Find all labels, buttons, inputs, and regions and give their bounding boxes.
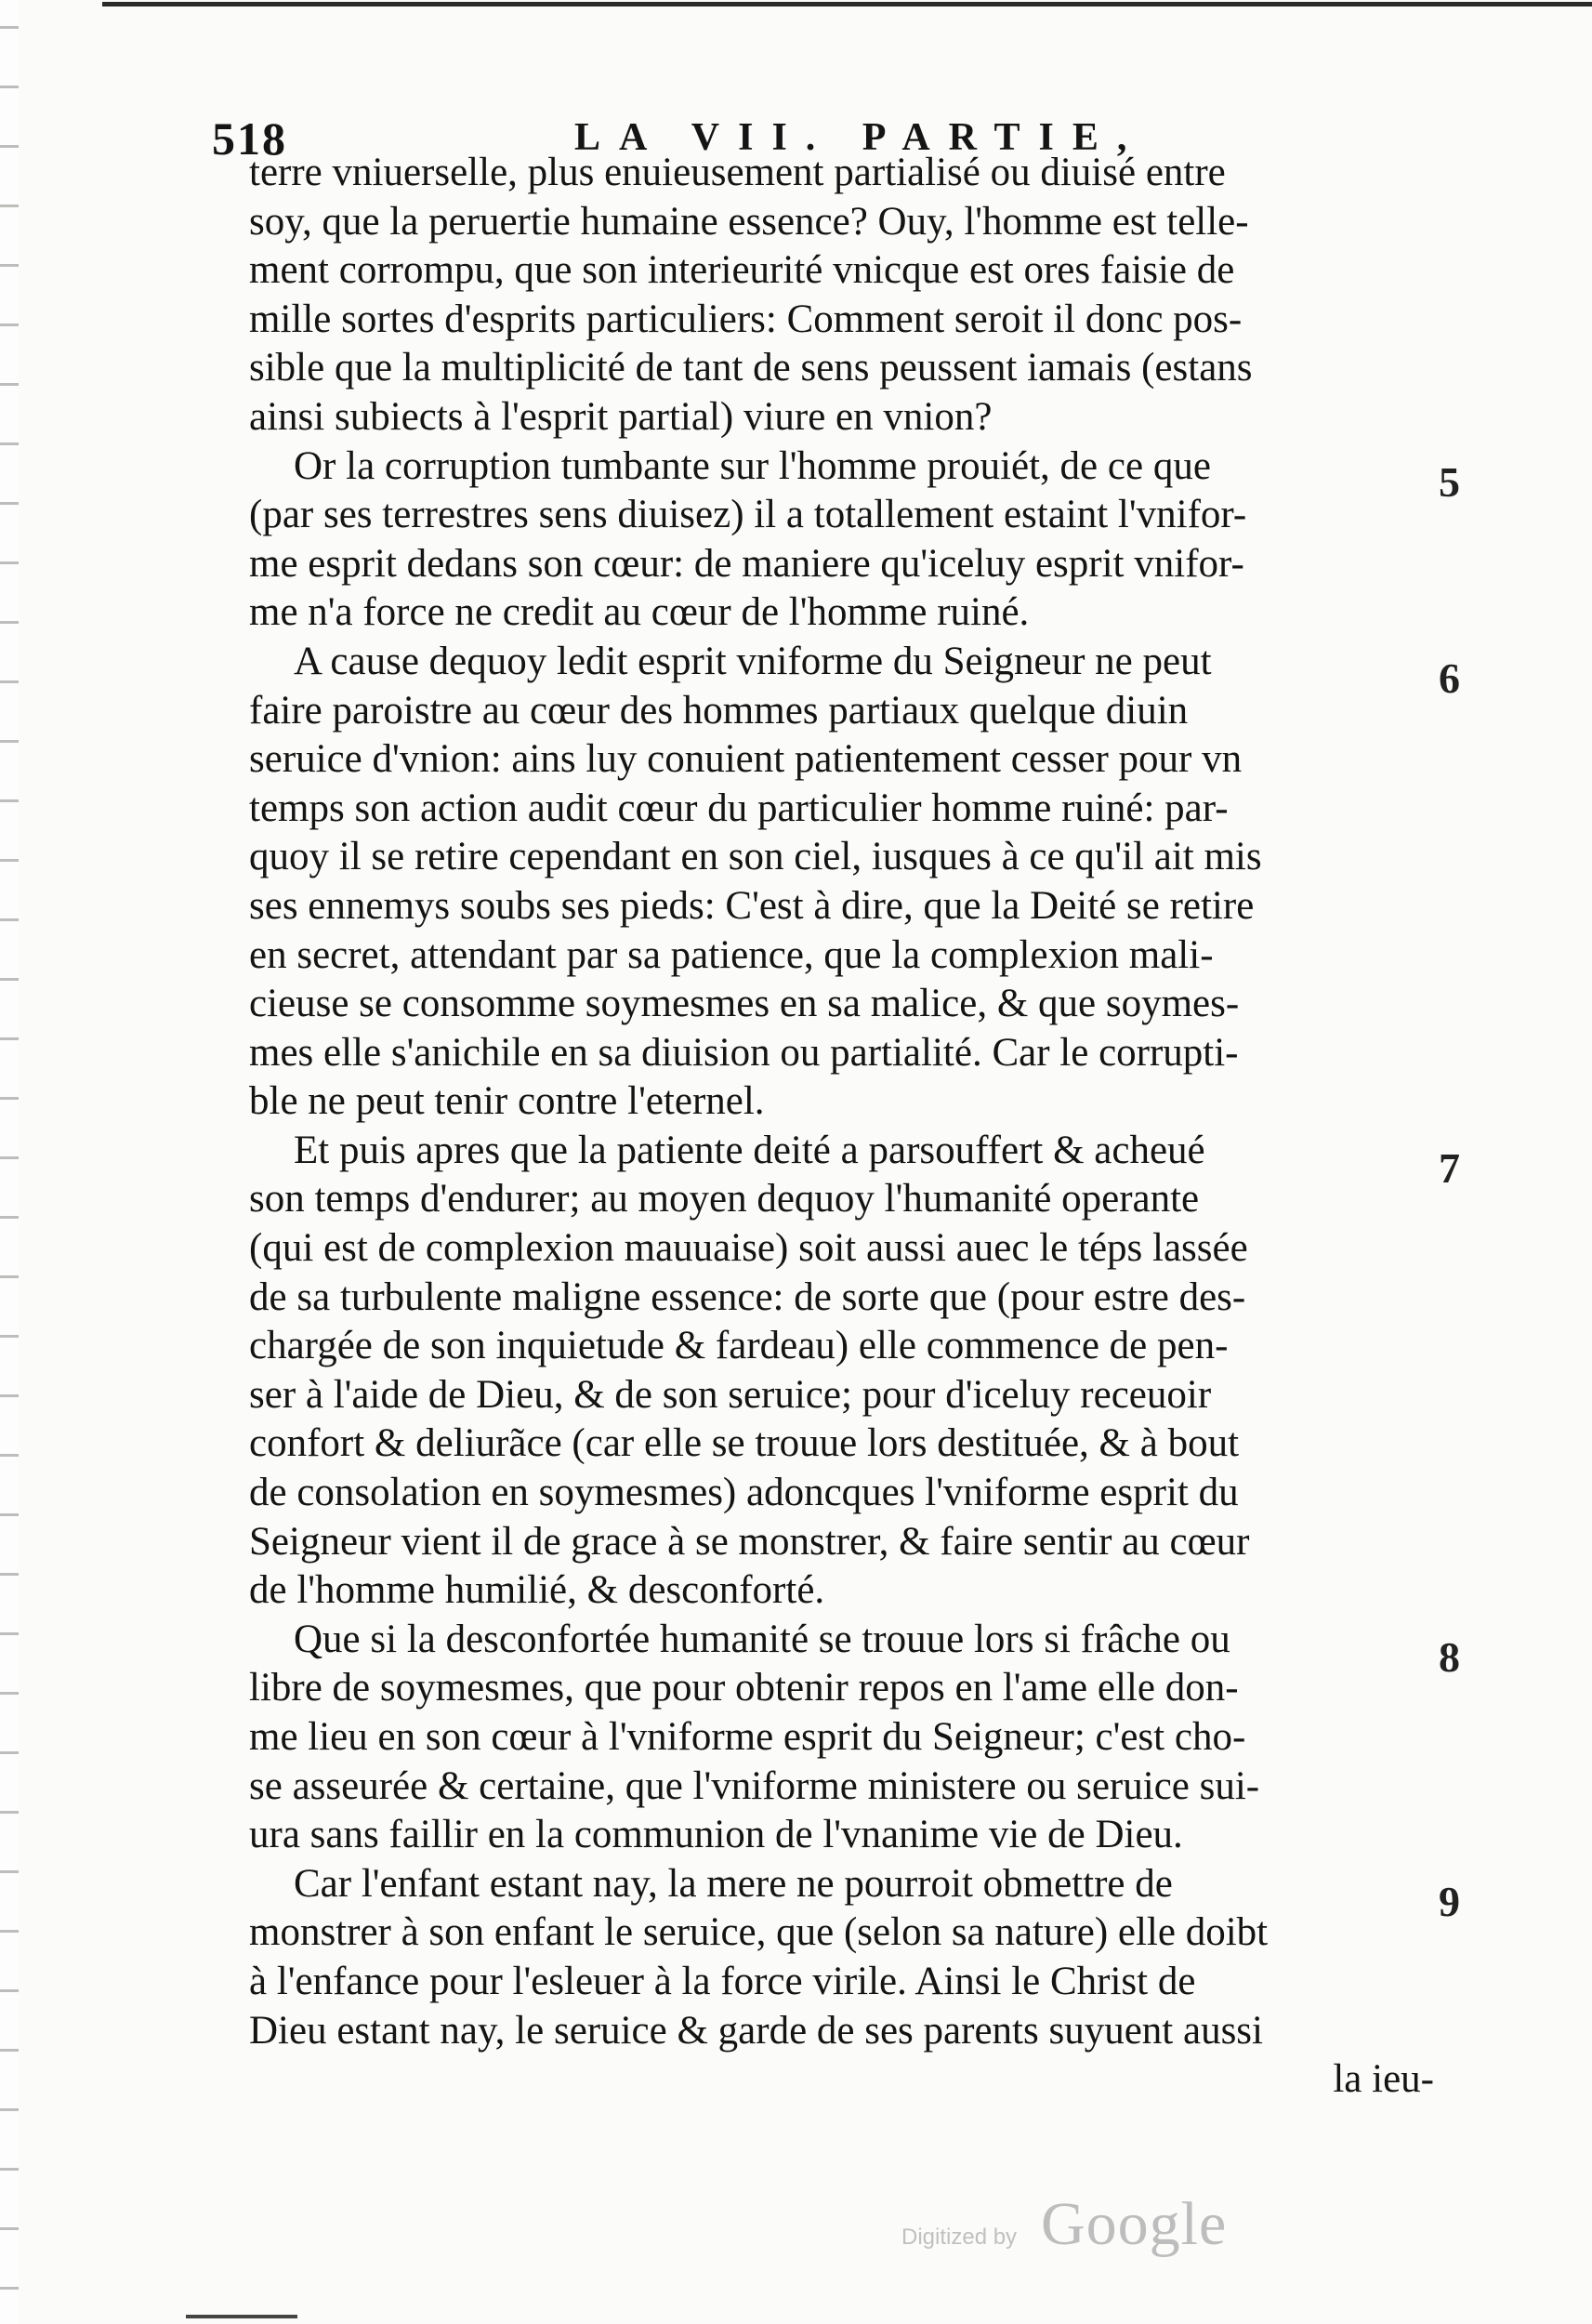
top-border-rule <box>102 2 1592 7</box>
text-line: (par ses terrestres sens diuisez) il a totallement estaint l'vnifor- <box>249 493 1247 537</box>
text-line: ser à l'aide de Dieu, & de son seruice; pour d'iceluy receuoir <box>249 1372 1212 1417</box>
margin-paragraph-number: 8 <box>1439 1633 1460 1681</box>
text-line: me esprit dedans son cœur: de maniere qu'iceluy esprit vnifor- <box>249 541 1244 586</box>
text-line: mille sortes d'esprits particuliers: Comment seroit il donc pos- <box>249 297 1243 341</box>
text-line: ment corrompu, que son interieurité vnicque est ores faisie de <box>249 248 1235 293</box>
text-line: quoy il se retire cependant en son ciel, iusques à ce qu'il ait mis <box>249 835 1262 879</box>
paragraph-start-line: Car l'enfant estant nay, la mere ne pourroit obmettre de <box>294 1861 1173 1906</box>
text-line: chargée de son inquietude & fardeau) elle commence de pen- <box>249 1324 1229 1368</box>
margin-paragraph-number: 5 <box>1439 458 1460 506</box>
text-line: en secret, attendant par sa patience, que la complexion mali- <box>249 932 1214 977</box>
text-line: se asseurée & certaine, que l'vniforme ministere ou seruice sui- <box>249 1763 1260 1808</box>
text-line: terre vniuerselle, plus enuieusement partialisé ou diuisé entre <box>249 151 1226 194</box>
running-title: LA VII. PARTIE, <box>574 116 1146 159</box>
text-line: de consolation en soymesmes) adoncques l'vniforme esprit du <box>249 1471 1239 1515</box>
margin-paragraph-number: 7 <box>1439 1144 1460 1192</box>
text-line: seruice d'vnion: ains luy conuient patientement cesser pour vn <box>249 737 1243 782</box>
page-number: 518 <box>212 112 287 165</box>
text-line: (qui est de complexion mauuaise) soit aussi auec le téps lassée <box>249 1226 1248 1271</box>
bottom-edge-mark <box>186 2315 297 2318</box>
text-line: ura sans faillir en la communion de l'vnanime vie de Dieu. <box>249 1813 1183 1857</box>
text-line: confort & deliurãce (car elle se trouue lors destituée, & à bout <box>249 1421 1240 1466</box>
text-line: ble ne peut tenir contre l'eternel. <box>249 1079 765 1124</box>
paragraph-start-line: Et puis apres que la patiente deité a parsouffert & acheué <box>294 1128 1205 1172</box>
text-line: sible que la multiplicité de tant de sens peussent iamais (estans <box>249 346 1253 390</box>
text-line: à l'enfance pour l'esleuer à la force virile. Ainsi le Christ de <box>249 1959 1196 2003</box>
text-line: son temps d'endurer; au moyen dequoy l'humanité operante <box>249 1177 1200 1221</box>
text-line: ainsi subiects à l'esprit partial) viure en vnion? <box>249 394 993 439</box>
text-line: libre de soymesmes, que pour obtenir repos en l'ame elle don- <box>249 1666 1239 1710</box>
paragraph-start-line: Or la corruption tumbante sur l'homme prouiét, de ce que <box>294 443 1211 488</box>
text-line: monstrer à son enfant le seruice, que (selon sa nature) elle doibt <box>249 1910 1269 1955</box>
text-line: cieuse se consomme soymesmes en sa malice, & que soymes- <box>249 982 1240 1026</box>
text-line: me n'a force ne credit au cœur de l'homme ruiné. <box>249 590 1030 635</box>
text-line: Seigneur vient il de grace à se monstrer, & faire sentir au cœur <box>249 1519 1250 1564</box>
digitized-by-label: Digitized by <box>901 2225 1018 2250</box>
catchword: la ieu- <box>1333 2057 1434 2102</box>
body-text <box>249 149 1443 2105</box>
text-line: faire paroistre au cœur des hommes partiaux quelque diuin <box>249 688 1189 733</box>
margin-paragraph-number: 6 <box>1439 654 1460 702</box>
google-logo: Google <box>1041 2190 1228 2258</box>
text-line: temps son action audit cœur du particulier homme ruiné: par- <box>249 786 1229 830</box>
digitized-watermark <box>901 2189 1236 2264</box>
text-line: mes elle s'anichile en sa diuision ou partialité. Car le corrupti- <box>249 1030 1239 1075</box>
paragraph-start-line: Que si la desconfortée humanité se trouue lors si frâche ou <box>294 1617 1230 1661</box>
text-line: de l'homme humilié, & desconforté. <box>249 1568 825 1613</box>
text-line: soy, que la peruertie humaine essence? Ouy, l'homme est telle- <box>249 199 1249 244</box>
text-line: me lieu en son cœur à l'vniforme esprit du Seigneur; c'est cho- <box>249 1715 1246 1759</box>
text-line: ses ennemys soubs ses pieds: C'est à dire, que la Deité se retire <box>249 883 1255 928</box>
margin-paragraph-number: 9 <box>1439 1878 1460 1925</box>
page-edge-shadow <box>0 0 19 2324</box>
text-line: Dieu estant nay, le seruice & garde de ses parents suyuent aussi <box>249 2008 1263 2053</box>
text-line: de sa turbulente maligne essence: de sorte que (pour estre des- <box>249 1274 1246 1319</box>
paragraph-start-line: A cause dequoy ledit esprit vniforme du Seigneur ne peut <box>294 639 1212 683</box>
